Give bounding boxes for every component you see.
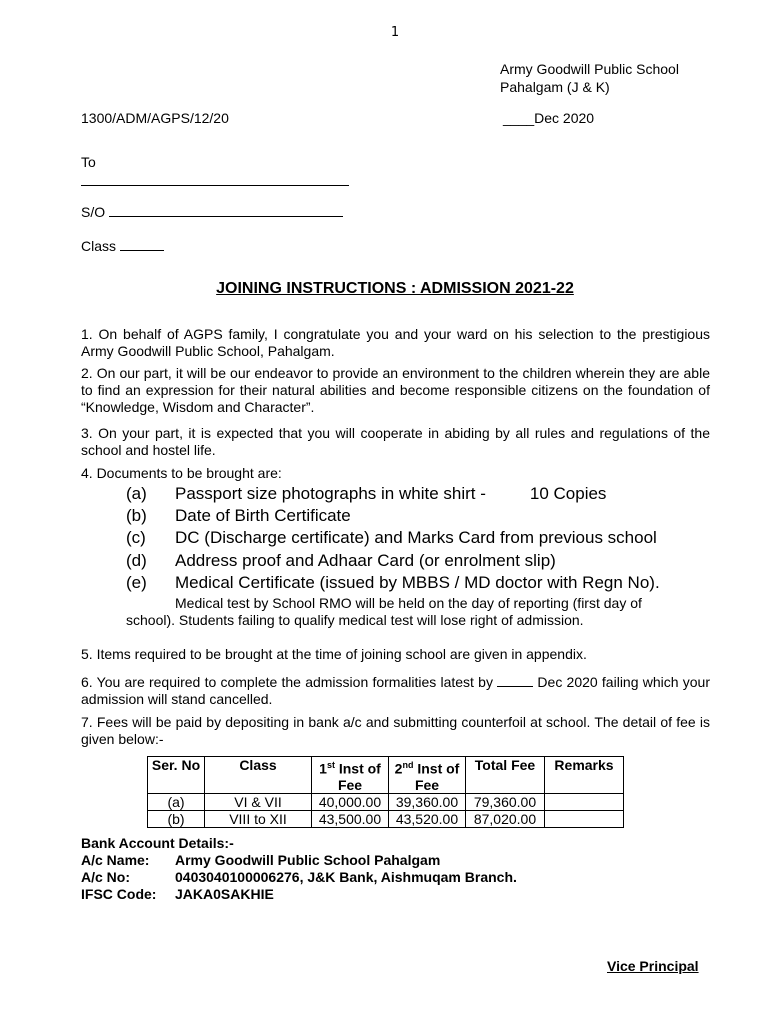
medical-note-line-2: school). Students failing to qualify medical test will lose right of admission. <box>126 612 584 628</box>
document-title: JOINING INSTRUCTIONS : ADMISSION 2021-22 <box>216 280 574 297</box>
cell-remarks <box>545 793 624 810</box>
col-remarks: Remarks <box>545 757 624 794</box>
cell-inst1: 43,500.00 <box>312 810 389 827</box>
account-number-row: A/c No: 0403040100006276, J&K Bank, Aishmuqam Branch. <box>81 869 517 885</box>
col-inst2: 2nd Inst of Fee <box>389 757 466 794</box>
copies-count: 10 Copies <box>529 484 607 503</box>
to-label: To <box>81 154 96 170</box>
cell-ser: (a) <box>148 793 205 810</box>
list-item <box>126 483 660 505</box>
cell-remarks <box>545 810 624 827</box>
list-item-text: Medical Certificate (issued by MBBS / MD doctor with Regn No). <box>175 572 660 592</box>
cell-total: 87,020.00 <box>466 810 545 827</box>
so-label: S/O <box>81 204 106 220</box>
paragraph-2: 2. On our part, it will be our endeavor to provide an environment to the children wherein they are able to find an expression for their natural abilities and become responsible citizens on the foundation of “Knowledge, Wisdom and Character”. <box>81 365 710 415</box>
bank-heading: Bank Account Details:- <box>81 835 234 851</box>
list-item-label: (c) <box>126 528 146 548</box>
signatory: Vice Principal <box>607 958 699 974</box>
class-label: Class <box>81 238 117 254</box>
account-name-row: A/c Name: Army Goodwill Public School Pahalgam <box>81 852 441 868</box>
school-location: Pahalgam (J & K) <box>500 79 610 95</box>
letter-date: ____Dec 2020 <box>503 110 595 126</box>
cell-total: 79,360.00 <box>466 793 545 810</box>
list-item <box>126 527 660 549</box>
documents-list <box>126 483 660 594</box>
paragraph-4: 4. Documents to be brought are: <box>81 465 282 481</box>
cell-inst1: 40,000.00 <box>312 793 389 810</box>
deadline-blank-line <box>497 674 533 687</box>
fee-table <box>147 756 624 828</box>
col-ser: Ser. No <box>148 757 205 794</box>
col-class: Class <box>205 757 312 794</box>
school-name: Army Goodwill Public School <box>500 61 679 77</box>
list-item <box>126 550 660 572</box>
list-item <box>126 505 660 527</box>
table-row <box>148 793 624 810</box>
cell-class: VIII to XII <box>205 810 312 827</box>
col-total: Total Fee <box>466 757 545 794</box>
page-number: 1 <box>390 25 400 40</box>
medical-note-line-1: Medical test by School RMO will be held on the day of reporting (first day of <box>175 595 642 611</box>
list-item-text: Address proof and Adhaar Card (or enrolment slip) <box>175 550 556 570</box>
list-item-label: (a) <box>126 484 147 503</box>
paragraph-3: 3. On your part, it is expected that you will cooperate in abiding by all rules and regulations of the school and hostel life. <box>81 425 710 458</box>
reference-number: 1300/ADM/AGPS/12/20 <box>81 110 229 126</box>
list-item-text: Date of Birth Certificate <box>175 506 351 526</box>
cell-ser: (b) <box>148 810 205 827</box>
cell-inst2: 43,520.00 <box>389 810 466 827</box>
paragraph-1: 1. On behalf of AGPS family, I congratulate you and your ward on his selection to the prestigious Army Goodwill Public School, Pahalgam. <box>81 326 710 359</box>
list-item-text: DC (Discharge certificate) and Marks Card from previous school <box>175 528 657 548</box>
paragraph-6: 6. You are required to complete the admission formalities latest by Dec 2020 failing which your admission will stand cancelled. <box>81 674 710 707</box>
class-field <box>81 238 164 254</box>
cell-inst2: 39,360.00 <box>389 793 466 810</box>
list-item-label: (e) <box>126 572 147 592</box>
table-header-row <box>148 757 624 794</box>
so-field <box>81 204 343 220</box>
cell-class: VI & VII <box>205 793 312 810</box>
ifsc-row: IFSC Code: JAKA0SAKHIE <box>81 886 274 902</box>
paragraph-7: 7. Fees will be paid by depositing in bank a/c and submitting counterfoil at school. The detail of fee is given below:- <box>81 714 710 747</box>
paragraph-5: 5. Items required to be brought at the time of joining school are given in appendix. <box>81 646 587 662</box>
list-item-text: Passport size photographs in white shirt - <box>175 484 486 503</box>
school-address <box>500 60 679 96</box>
table-row <box>148 810 624 827</box>
list-item-label: (b) <box>126 506 147 526</box>
list-item <box>126 572 660 594</box>
class-blank-line <box>120 238 164 251</box>
bank-details <box>81 835 517 903</box>
list-item-label: (d) <box>126 550 147 570</box>
col-inst1: 1st Inst of Fee <box>312 757 389 794</box>
recipient-blank-line <box>81 185 349 186</box>
so-blank-line <box>109 204 343 217</box>
